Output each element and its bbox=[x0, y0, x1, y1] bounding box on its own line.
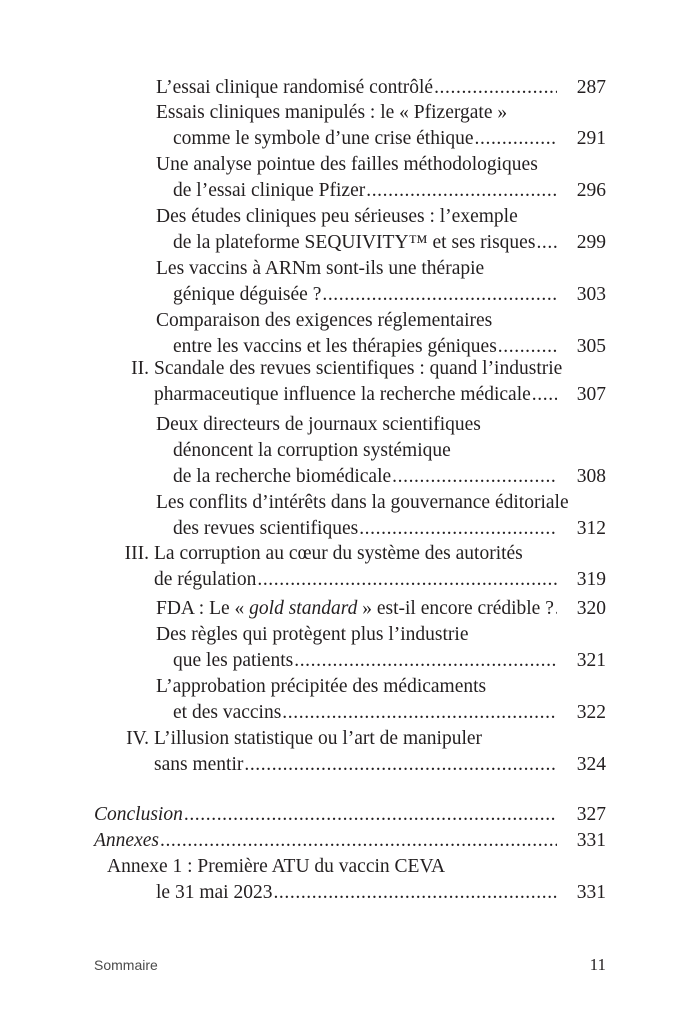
toc-entry-number: III. bbox=[124, 543, 149, 564]
toc-entry-title-line: le 31 mai 2023 bbox=[156, 882, 273, 903]
toc-entry-title-line: sans mentir bbox=[154, 754, 244, 775]
toc-entry-title-line: Les conflits d’intérêts dans la gouvernance éditoriale bbox=[156, 492, 569, 513]
dot-leader bbox=[358, 516, 557, 542]
toc-entry-title-line: comme le symbole d’une crise éthique bbox=[173, 128, 474, 149]
toc-entry-title-line: L’essai clinique randomisé contrôlé bbox=[156, 77, 434, 98]
title-italic-text: gold standard bbox=[249, 598, 358, 619]
toc-entry-title-line: Annexe 1 : Première ATU du vaccin CEVA bbox=[107, 856, 446, 877]
toc-entry-title-line: et des vaccins bbox=[173, 702, 282, 723]
toc-entry-number: IV. bbox=[126, 728, 149, 749]
toc-entry-title-line: pharmaceutique influence la recherche médicale bbox=[154, 384, 531, 405]
toc-entry-title-line: La corruption au cœur du système des autorités bbox=[154, 543, 523, 564]
dot-leader bbox=[433, 75, 557, 101]
toc-entry-title-line: génique déguisée ? bbox=[173, 284, 322, 305]
toc-page-number: 299 bbox=[576, 232, 606, 253]
toc-entry-title-line bbox=[156, 596, 554, 622]
toc-page-number: 321 bbox=[576, 650, 606, 671]
toc-entry-title-line: Les vaccins à ARNm sont-ils une thérapie bbox=[156, 258, 485, 279]
dot-leader bbox=[365, 178, 557, 204]
toc-entry-title-line: Scandale des revues scientifiques : quand l’industrie bbox=[154, 358, 563, 379]
dot-leader bbox=[243, 752, 557, 778]
dot-leader bbox=[159, 828, 557, 854]
toc-entry-title-line: Comparaison des exigences réglementaires bbox=[156, 310, 493, 331]
toc-page-number: 331 bbox=[576, 882, 606, 903]
dot-leader bbox=[391, 464, 557, 490]
toc-entry-title-line: que les patients bbox=[173, 650, 294, 671]
toc-page-number: 320 bbox=[576, 598, 606, 619]
toc-entry-title-line: Conclusion bbox=[94, 804, 183, 825]
dot-leader bbox=[272, 880, 557, 906]
toc-entry-title-line: de la plateforme SEQUIVITY™ et ses risques bbox=[173, 232, 536, 253]
dot-leader bbox=[535, 230, 557, 256]
toc-entry-title-line: Deux directeurs de journaux scientifiques bbox=[156, 414, 481, 435]
toc-entry-title-line: Des études cliniques peu sérieuses : l’exemple bbox=[156, 206, 518, 227]
toc-page-number: 303 bbox=[576, 284, 606, 305]
toc-entry-title-line: des revues scientifiques bbox=[173, 518, 359, 539]
toc-page-number: 308 bbox=[576, 466, 606, 487]
toc-entry-title-line: de régulation bbox=[154, 569, 257, 590]
title-text: » est-il encore crédible ? bbox=[357, 598, 554, 619]
toc-page-number: 322 bbox=[576, 702, 606, 723]
toc-entry-title-line: dénoncent la corruption systémique bbox=[173, 440, 451, 461]
toc-entry-title-line: Une analyse pointue des failles méthodologiques bbox=[156, 154, 538, 175]
toc-entry-title-line: L’approbation précipitée des médicaments bbox=[156, 676, 487, 697]
toc-page-number: 305 bbox=[576, 336, 606, 357]
toc-page-number: 312 bbox=[576, 518, 606, 539]
toc-page-number: 319 bbox=[576, 569, 606, 590]
toc-entry-number: II. bbox=[131, 358, 149, 379]
dot-leader bbox=[321, 282, 557, 308]
toc-entry-title-line: Des règles qui protègent plus l’industrie bbox=[156, 624, 469, 645]
dot-leader bbox=[554, 596, 557, 622]
toc-entry-title-line: Annexes bbox=[94, 830, 159, 851]
title-text: FDA : Le « bbox=[156, 598, 250, 619]
toc-entry-title-line: de la recherche biomédicale bbox=[173, 466, 392, 487]
dot-leader bbox=[256, 567, 557, 593]
dot-leader bbox=[531, 382, 557, 408]
toc-page-number: 291 bbox=[576, 128, 606, 149]
dot-leader bbox=[281, 700, 557, 726]
toc-page-number: 324 bbox=[576, 754, 606, 775]
dot-leader bbox=[474, 126, 557, 152]
toc-page-number: 296 bbox=[576, 180, 606, 201]
toc-entry-title-line: entre les vaccins et les thérapies géniques bbox=[173, 336, 497, 357]
dot-leader bbox=[183, 802, 557, 828]
toc-entry-title-line: L’illusion statistique ou l’art de manipuler bbox=[154, 728, 483, 749]
toc-page-number: 331 bbox=[576, 830, 606, 851]
toc-entry-title-line: de l’essai clinique Pfizer bbox=[173, 180, 366, 201]
toc-page-number: 307 bbox=[576, 384, 606, 405]
toc-page-number: 327 bbox=[576, 804, 606, 825]
running-footer-section: Sommaire bbox=[94, 957, 158, 973]
toc-entry-title-line: Essais cliniques manipulés : le « Pfizergate » bbox=[156, 102, 508, 123]
dot-leader bbox=[293, 648, 557, 674]
page-number: 11 bbox=[589, 955, 606, 974]
toc-page-number: 287 bbox=[576, 77, 606, 98]
